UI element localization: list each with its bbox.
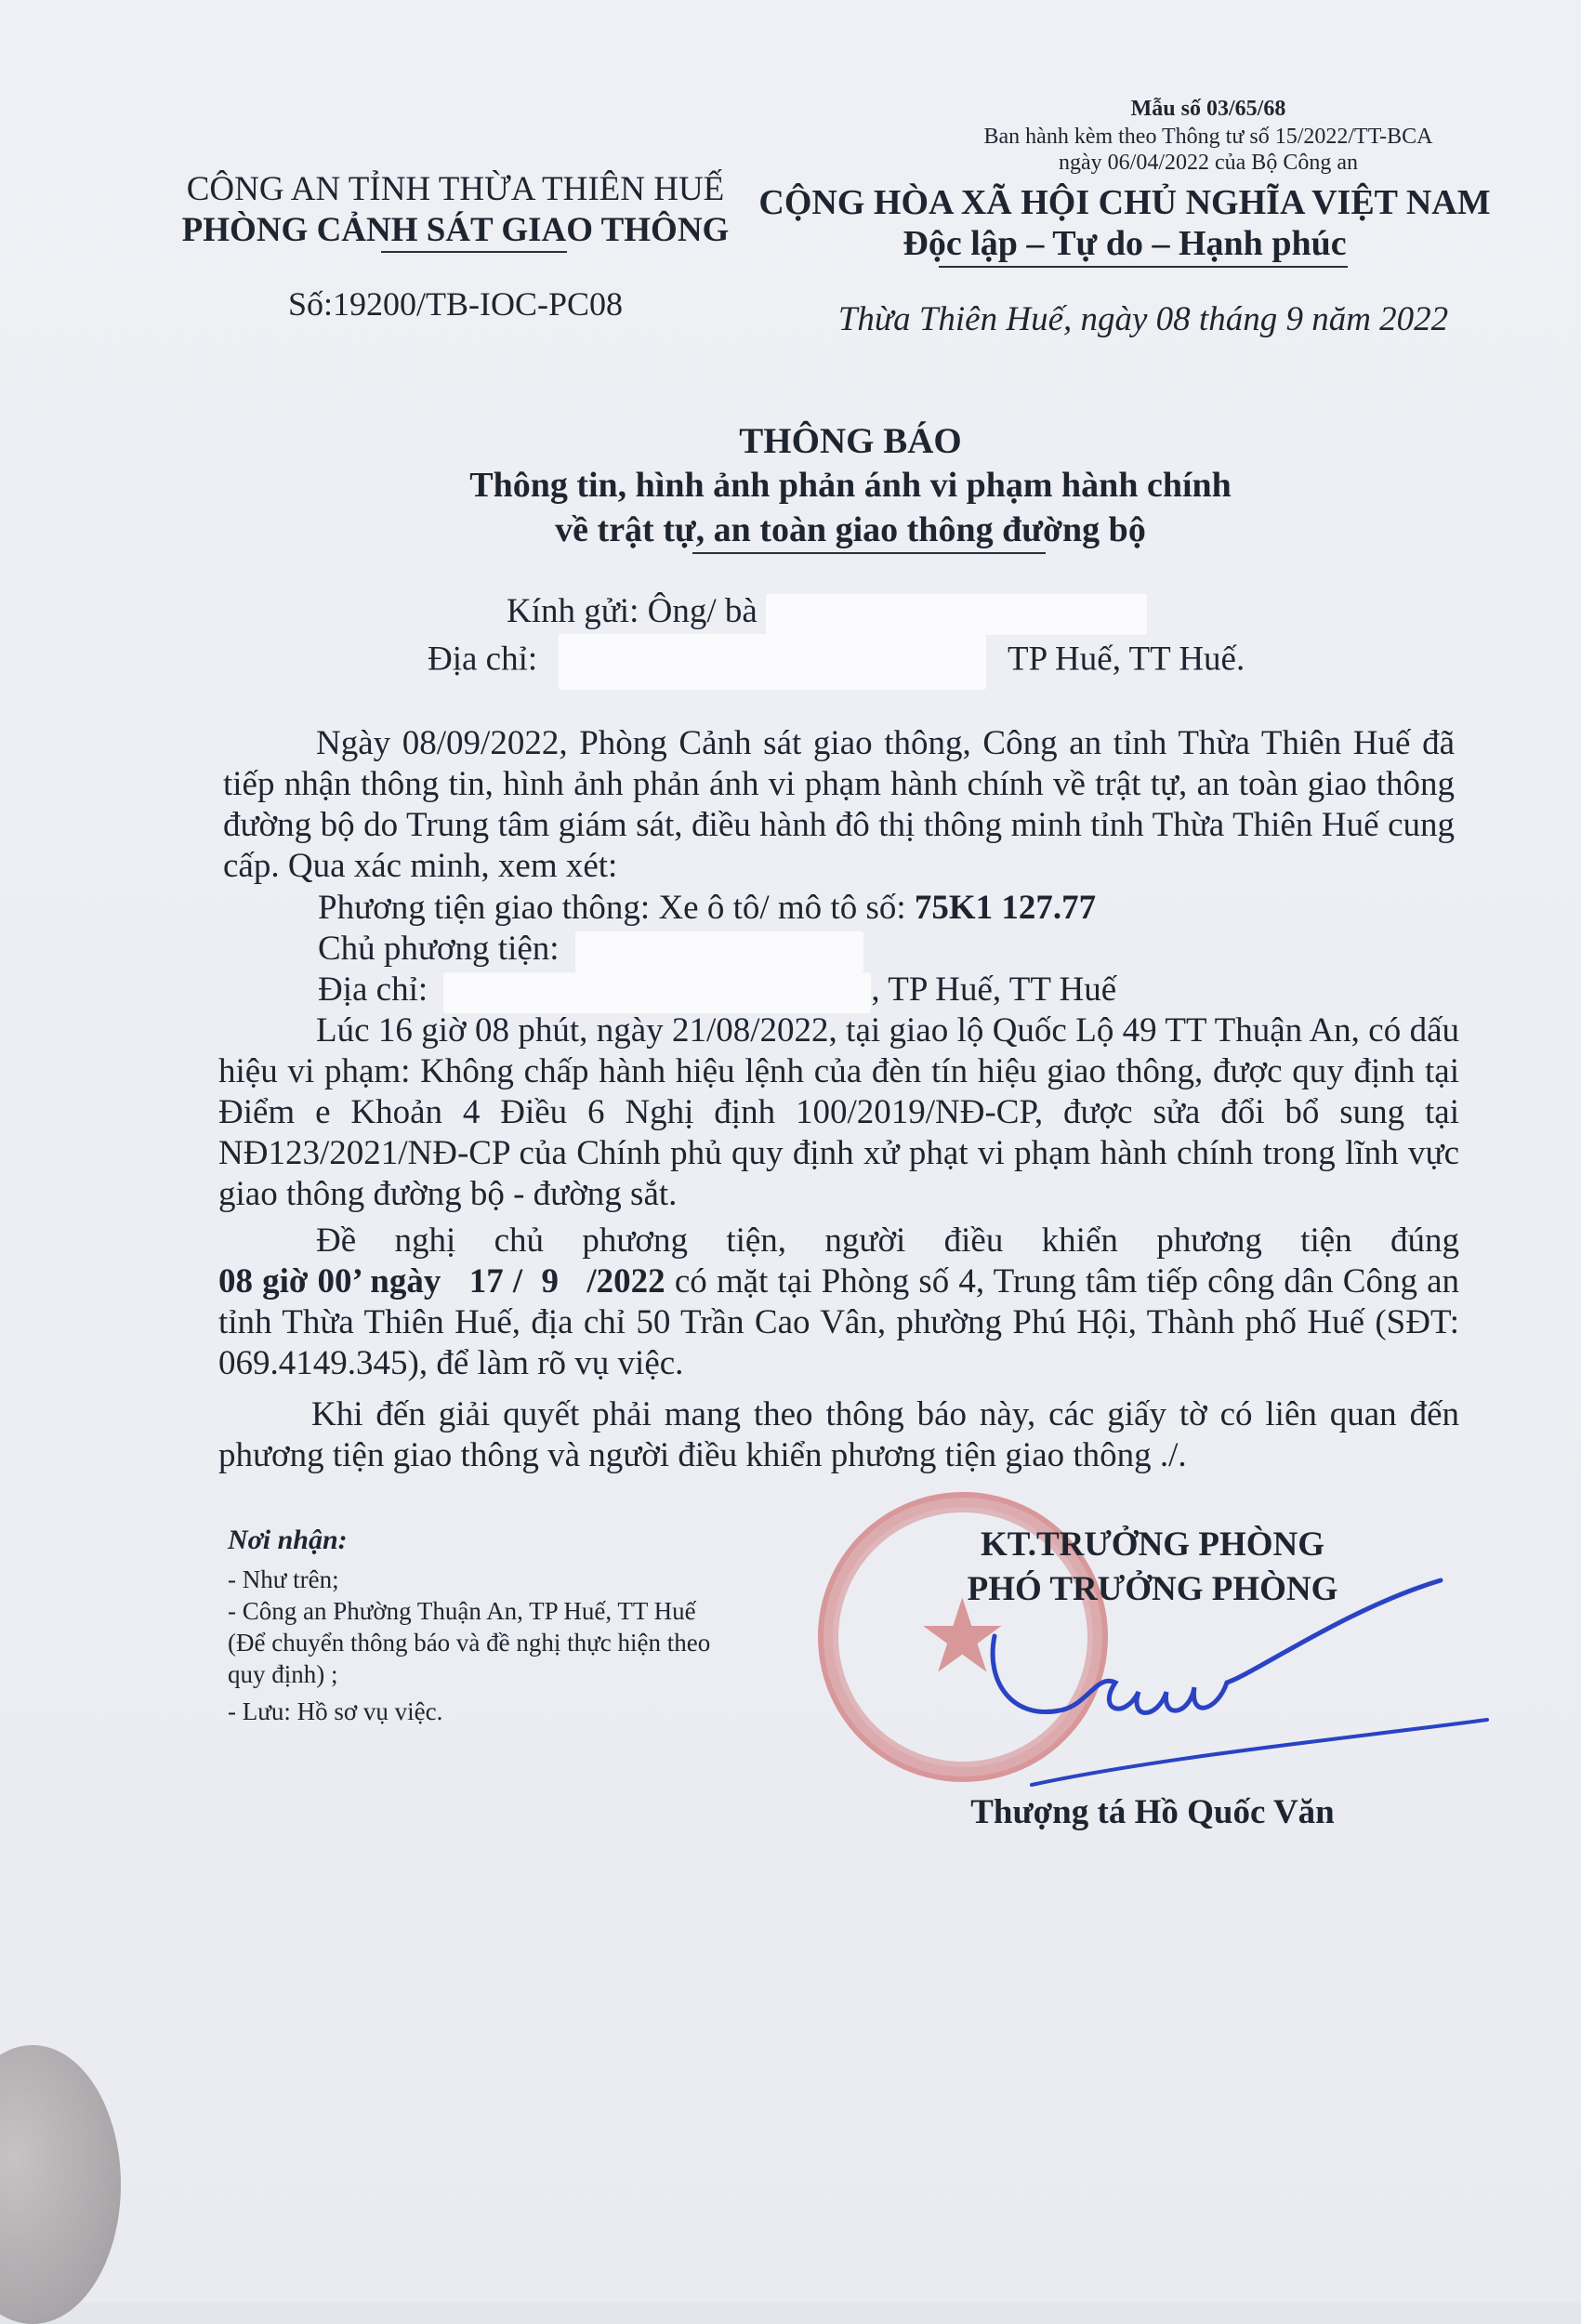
redacted-owner-address	[443, 972, 871, 1013]
form-circular: Ban hành kèm theo Thông tư số 15/2022/TT-BCA	[983, 125, 1433, 149]
form-number: Mẫu số 03/65/68	[1130, 97, 1286, 121]
vehicle-line	[318, 888, 1096, 928]
owner-line	[318, 929, 863, 972]
reference-number: Số:19200/TB-IOC-PC08	[287, 285, 624, 323]
summons-end: có mặt tại Phòng số 4, Trung tâm tiếp công dân Công an tỉnh Thừa Thiên Huế, địa chỉ 50 Trần Cao Vân, phường Phú Hội, Thành phố Huế (SĐT: 069.4149.345), để làm rõ vụ việc.	[218, 1262, 1460, 1382]
redacted-address	[559, 634, 986, 690]
doc-subtitle-1: Thông tin, hình ảnh phản ánh vi phạm hành chính	[469, 466, 1232, 505]
recipients-item-2: - Công an Phường Thuận An, TP Huế, TT Huế	[228, 1597, 696, 1625]
address-suffix: TP Huế, TT Huế.	[1008, 640, 1245, 679]
vehicle-label: Phương tiện giao thông: Xe ô tô/ mô tô số:	[318, 889, 906, 927]
recipients-item-1: - Như trên;	[228, 1565, 339, 1593]
national-name: CỘNG HÒA XÃ HỘI CHỦ NGHĨA VIỆT NAM	[758, 183, 1491, 222]
summons-start: Đề nghị chủ phương tiện, người điều khiển phương tiện đúng	[316, 1221, 1459, 1260]
recipient-address	[428, 634, 1245, 690]
owner-label: Chủ phương tiện:	[318, 930, 560, 968]
motto-underline	[939, 266, 1348, 268]
recipient-greeting	[507, 591, 1147, 635]
signature-title-2: PHÓ TRƯỞNG PHÒNG	[967, 1570, 1338, 1608]
signature-title-1: KT.TRƯỞNG PHÒNG	[981, 1525, 1324, 1564]
seal-star-icon: ★	[916, 1580, 1008, 1694]
redacted-owner	[575, 931, 863, 972]
thumb-shadow	[0, 2045, 121, 2324]
owner-address-suffix: , TP Huế, TT Huế	[871, 971, 1117, 1009]
vehicle-plate: 75K1 127.77	[914, 889, 1097, 927]
doc-subtitle-2: về trật tự, an toàn giao thông đường bộ	[555, 510, 1146, 549]
national-motto: Độc lập – Tự do – Hạnh phúc	[902, 224, 1347, 263]
form-circular-date: ngày 06/04/2022 của Bộ Công an	[1059, 151, 1358, 175]
paragraph-instruction: Khi đến giải quyết phải mang theo thông báo này, các giấy tờ có liên quan đến phương tiện giao thông và người điều khiển phương tiện giao thông ./.	[218, 1395, 1459, 1474]
paragraph-violation: Lúc 16 giờ 08 phút, ngày 21/08/2022, tại giao lộ Quốc Lộ 49 TT Thuận An, có dấu hiệu vi phạm: Không chấp hành hiệu lệnh của đèn tín hiệu giao thông, được quy định tại Điểm e Khoản 4 Điều 6 Nghị định 100/2019/NĐ-CP, được sửa đổi bổ sung tại NĐ123/2021/NĐ-CP của Chính phủ quy định xử phạt vi phạm hành chính trong lĩnh vực giao thông đường bộ - đường sắt.	[218, 1011, 1459, 1213]
doc-title: THÔNG BÁO	[739, 421, 962, 461]
recipients-item-5: - Lưu: Hồ sơ vụ việc.	[228, 1697, 443, 1725]
issuer-department: PHÒNG CẢNH SÁT GIAO THÔNG	[181, 211, 730, 249]
recipients-item-4: quy định) ;	[228, 1660, 338, 1688]
owner-address-line	[318, 970, 1116, 1013]
paragraph-intro: Ngày 08/09/2022, Phòng Cảnh sát giao thông, Công an tỉnh Thừa Thiên Huế đã tiếp nhận thông tin, hình ảnh phản ánh vi phạm hành chính về trật tự, an toàn giao thông đường bộ do Trung tâm giám sát, điều hành đô thị thông minh tỉnh Thừa Thiên Huế cung cấp. Qua xác minh, xem xét:	[223, 724, 1455, 885]
redacted-name	[766, 594, 1147, 635]
issuer-underline	[381, 251, 567, 253]
title-underline	[692, 552, 1046, 554]
owner-address-label: Địa chỉ:	[318, 971, 428, 1009]
summons-time: 08 giờ 00’ ngày 17 / 9 /2022	[218, 1262, 665, 1301]
place-date: Thừa Thiên Huế, ngày 08 tháng 9 năm 2022	[837, 300, 1449, 338]
recipients-item-3: (Để chuyển thông báo và đề nghị thực hiện theo	[228, 1629, 711, 1657]
recipients-heading: Nơi nhận:	[228, 1525, 348, 1555]
handwritten-signature	[976, 1571, 1496, 1813]
issuer-agency: CÔNG AN TỈNH THỪA THIÊN HUẾ	[186, 170, 725, 208]
paragraph-summons	[218, 1221, 1459, 1384]
address-label: Địa chỉ:	[428, 640, 538, 679]
signer-name: Thượng tá Hồ Quốc Văn	[970, 1793, 1335, 1831]
greeting-label: Kính gửi: Ông/ bà	[507, 592, 758, 630]
